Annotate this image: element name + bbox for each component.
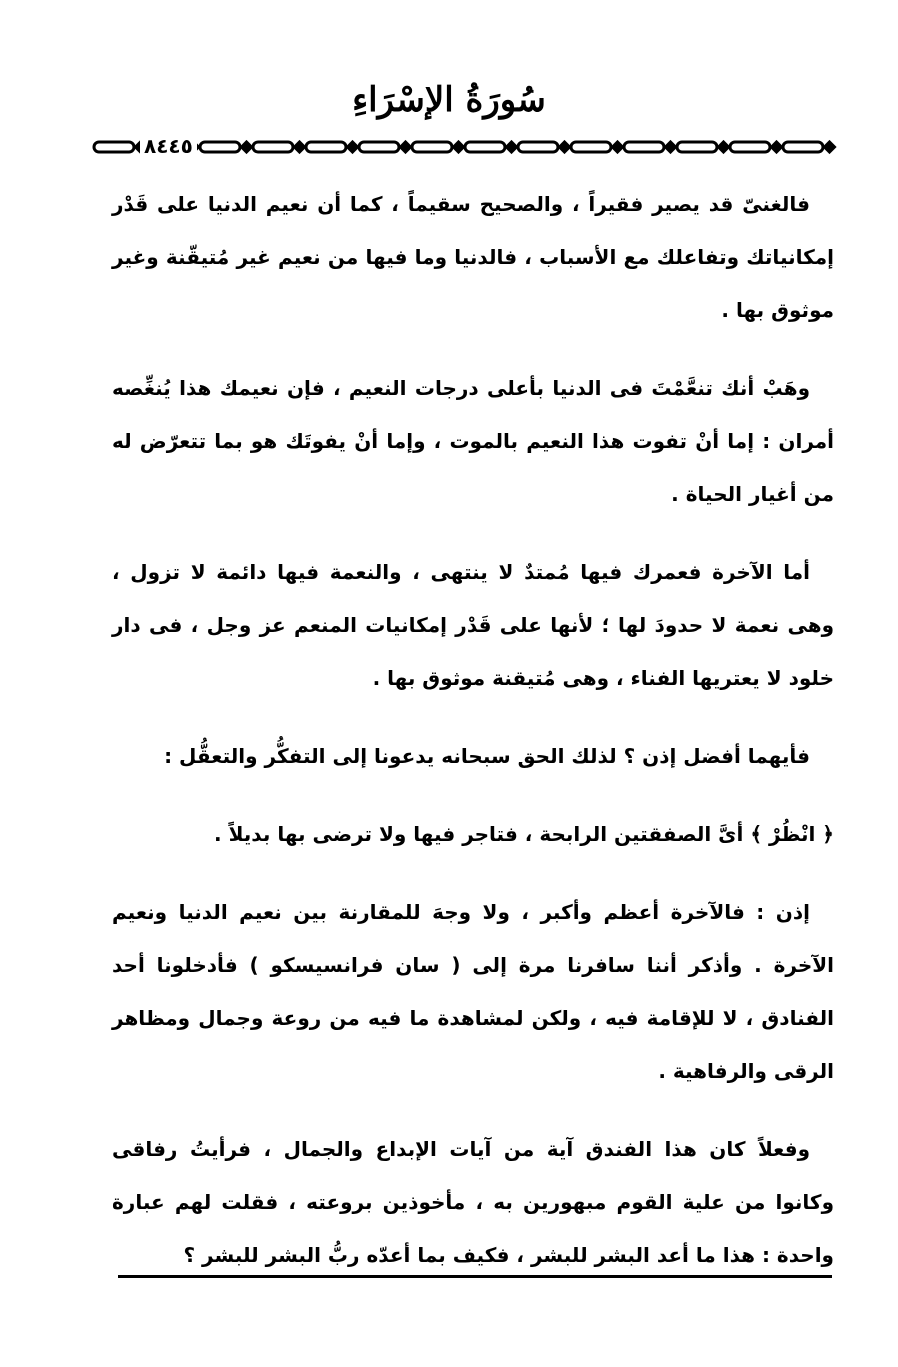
surah-title: سُورَةُ الإسْرَاءِ: [352, 80, 546, 120]
paragraph-1: فالغنىّ قد يصير فقيراً ، والصحيح سقيماً ، كما أن نعيم الدنيا على قَدْر إمكانياتك وتفاعلك مع الأسباب ، فالدنيا وما فيها من نعيم غير مُتيقّنة وغير موثوق بها .: [112, 192, 834, 322]
paragraph-6: وفعلاً كان هذا الفندق آية من آيات الإبداع والجمال ، فرأيتُ رفاقى وكانوا من علية القوم مبهورين به ، مأخوذين بروعته ، فقلت لهم عبارة واحدة : هذا ما أعد البشر للبشر ، فكيف بما أعدّه ربُّ البشر للبشر ؟: [112, 1137, 834, 1267]
quran-verse: [112, 808, 834, 861]
page-number: ٨٤٤٥: [140, 133, 197, 159]
paragraph-5: إذن : فالآخرة أعظم وأكبر ، ولا وجهَ للمقارنة بين نعيم الدنيا ونعيم الآخرة . وأذكر أننا سافرنا مرة إلى ( سان فرانسيسكو ) فأدخلونا أحد الفنادق ، لا للإقامة فيه ، ولكن لمشاهدة ما فيه من روعة وجمال ومظاهر الرقى والرفاهية .: [112, 900, 834, 1083]
paragraph-4: فأيهما أفضل إذن ؟ لذلك الحق سبحانه يدعونا إلى التفكُّر والتعقُّل :: [164, 744, 810, 768]
chain-ornament-divider: [92, 134, 854, 160]
verse-close-bracket: ﴾: [750, 822, 763, 846]
verse-open-bracket: ﴿: [822, 822, 834, 846]
body-text: [112, 178, 834, 1307]
paragraph-3: أما الآخرة فعمرك فيها مُمتدٌ لا ينتهى ، والنعمة فيها دائمة لا تزول ، وهى نعمة لا حدودَ لها ؛ لأنها على قَدْر إمكانيات المنعم عز وجل ، فى دار خلود لا يعتريها الفناء ، وهى مُتيقنة موثوق بها .: [112, 560, 834, 690]
verse-commentary: أىَّ الصفقتين الرابحة ، فتاجر فيها ولا ترضى بها بديلاً .: [214, 822, 744, 846]
footer-rule: [118, 1275, 832, 1278]
paragraph-2: وهَبْ أنك تنعَّمْتَ فى الدنيا بأعلى درجات النعيم ، فإن نعيمك هذا يُنغِّصه أمران : إما أنْ تفوت هذا النعيم بالموت ، وإما أنْ يفوتَك هو بما تتعرّض له من أغيار الحياة .: [112, 376, 834, 506]
verse-word: انْظُرْ: [769, 822, 816, 846]
